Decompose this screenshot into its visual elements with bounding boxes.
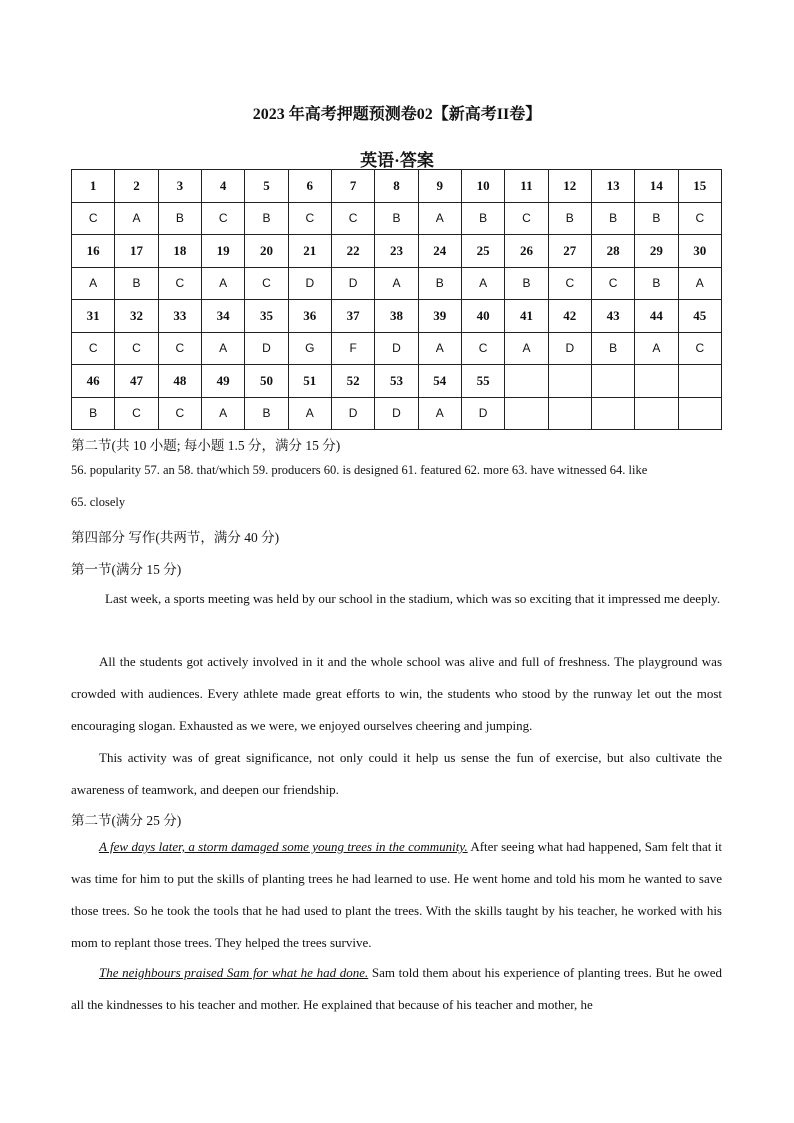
question-number-row xyxy=(72,300,722,333)
answer-cell: A xyxy=(418,397,461,430)
question-number-cell: 5 xyxy=(245,170,288,203)
answer-cell: A xyxy=(115,202,158,235)
answer-table xyxy=(71,169,722,430)
answer-cell: C xyxy=(288,202,331,235)
question-number-cell: 15 xyxy=(678,170,721,203)
answer-cell: C xyxy=(505,202,548,235)
question-number-cell xyxy=(678,365,721,398)
answer-cell: B xyxy=(461,202,504,235)
page-title: 2023 年高考押题预测卷02【新高考II卷】 xyxy=(252,106,542,123)
question-number-cell: 20 xyxy=(245,235,288,268)
question-number-cell: 42 xyxy=(548,300,591,333)
answer-cell: D xyxy=(375,397,418,430)
question-number-cell: 8 xyxy=(375,170,418,203)
question-number-cell: 29 xyxy=(635,235,678,268)
answer-cell: C xyxy=(158,332,201,365)
answer-cell: C xyxy=(72,332,115,365)
writing2-paragraph-2-lead: The neighbours praised Sam for what he had done. xyxy=(99,965,369,980)
question-number-cell xyxy=(635,365,678,398)
answer-cell: B xyxy=(375,202,418,235)
writing2-paragraph-2-body: Sam told them about his experience of planting trees. But he owed all the kindnesses to his teacher and mother. He explained that because of his teacher and mother, he xyxy=(71,965,722,1012)
question-number-cell: 40 xyxy=(461,300,504,333)
answer-cell: D xyxy=(331,397,374,430)
question-number-cell: 18 xyxy=(158,235,201,268)
question-number-cell: 16 xyxy=(72,235,115,268)
answer-cell: C xyxy=(245,267,288,300)
answer-cell: B xyxy=(158,202,201,235)
writing2-paragraph-1-body: After seeing what had happened, Sam felt that it was time for him to put the skills of planting trees he had learned to use. He went home and told his mom he wanted to save those trees. So he took the tools that he had used to plant the trees. With the skills taught by his teacher, he worked with his mom to replant those trees. They helped the trees survive. xyxy=(71,839,722,950)
question-number-row xyxy=(72,235,722,268)
question-number-cell: 7 xyxy=(331,170,374,203)
answer-cell: D xyxy=(331,267,374,300)
writing2-paragraph-2 xyxy=(71,957,722,1021)
question-number-cell: 23 xyxy=(375,235,418,268)
answer-cell: A xyxy=(418,202,461,235)
answer-cell: C xyxy=(331,202,374,235)
question-number-cell: 26 xyxy=(505,235,548,268)
question-number-cell: 35 xyxy=(245,300,288,333)
question-number-cell: 19 xyxy=(201,235,244,268)
question-number-cell: 21 xyxy=(288,235,331,268)
answer-cell: B xyxy=(418,267,461,300)
writing1-heading: 第一节(满分 15 分) xyxy=(71,562,182,577)
page-subtitle: 英语·答案 xyxy=(360,151,434,170)
question-number-cell: 45 xyxy=(678,300,721,333)
answer-cell: D xyxy=(548,332,591,365)
answer-cell: A xyxy=(201,267,244,300)
answer-cell: C xyxy=(548,267,591,300)
answer-cell: A xyxy=(72,267,115,300)
answer-cell: C xyxy=(678,332,721,365)
answer-cell: F xyxy=(331,332,374,365)
question-number-cell: 13 xyxy=(591,170,634,203)
question-number-cell xyxy=(505,365,548,398)
answer-cell: C xyxy=(158,397,201,430)
question-number-cell: 32 xyxy=(115,300,158,333)
answer-cell: A xyxy=(201,332,244,365)
answer-cell: C xyxy=(201,202,244,235)
writing2-paragraph-1-lead: A few days later, a storm damaged some young trees in the community. xyxy=(99,839,468,854)
question-number-cell xyxy=(548,365,591,398)
answer-cell: A xyxy=(288,397,331,430)
section2-answers-line2: 65. closely xyxy=(71,495,126,509)
question-number-cell: 33 xyxy=(158,300,201,333)
answer-cell: B xyxy=(591,202,634,235)
question-number-cell: 51 xyxy=(288,365,331,398)
question-number-cell: 30 xyxy=(678,235,721,268)
answer-cell xyxy=(678,397,721,430)
answer-cell: C xyxy=(115,332,158,365)
question-number-row xyxy=(72,170,722,203)
question-number-cell: 1 xyxy=(72,170,115,203)
answer-cell: C xyxy=(115,397,158,430)
writing2-paragraph-1 xyxy=(71,831,722,959)
question-number-cell: 4 xyxy=(201,170,244,203)
part4-heading: 第四部分 写作(共两节，满分 40 分) xyxy=(71,530,280,545)
answer-row xyxy=(72,202,722,235)
answer-cell: C xyxy=(678,202,721,235)
question-number-cell: 49 xyxy=(201,365,244,398)
answer-row xyxy=(72,397,722,430)
answer-cell: D xyxy=(461,397,504,430)
answer-cell: B xyxy=(635,202,678,235)
answer-cell: C xyxy=(461,332,504,365)
question-number-cell: 55 xyxy=(461,365,504,398)
answer-cell: B xyxy=(505,267,548,300)
section2-heading: 第二节(共 10 小题; 每小题 1.5 分，满分 15 分) xyxy=(71,438,341,453)
answer-cell xyxy=(548,397,591,430)
answer-cell: D xyxy=(245,332,288,365)
answer-cell: A xyxy=(461,267,504,300)
answer-cell: C xyxy=(591,267,634,300)
question-number-cell: 14 xyxy=(635,170,678,203)
answer-row xyxy=(72,267,722,300)
question-number-cell: 48 xyxy=(158,365,201,398)
writing2-heading: 第二节(满分 25 分) xyxy=(71,813,182,828)
question-number-cell: 28 xyxy=(591,235,634,268)
question-number-cell: 36 xyxy=(288,300,331,333)
question-number-cell: 25 xyxy=(461,235,504,268)
question-number-cell: 54 xyxy=(418,365,461,398)
question-number-cell: 12 xyxy=(548,170,591,203)
answer-cell: B xyxy=(548,202,591,235)
writing1-paragraph-2: All the students got actively involved in it and the whole school was alive and full of freshness. The playground was crowded with audiences. Every athlete made great efforts to win, the students who stood by the runway let out the most encouraging slogan. Exhausted as we were, we enjoyed ourselves cheering and jumping. xyxy=(71,654,722,733)
answer-cell: A xyxy=(201,397,244,430)
answer-cell: C xyxy=(72,202,115,235)
question-number-cell: 44 xyxy=(635,300,678,333)
answer-cell: A xyxy=(418,332,461,365)
answer-cell: B xyxy=(115,267,158,300)
question-number-cell: 41 xyxy=(505,300,548,333)
answer-cell: D xyxy=(288,267,331,300)
answer-cell xyxy=(505,397,548,430)
writing1-paragraph-1: Last week, a sports meeting was held by our school in the stadium, which was so exciting that it impressed me deeply. xyxy=(105,591,721,606)
question-number-cell: 9 xyxy=(418,170,461,203)
answer-row xyxy=(72,332,722,365)
question-number-cell: 11 xyxy=(505,170,548,203)
answer-cell: B xyxy=(635,267,678,300)
question-number-cell: 3 xyxy=(158,170,201,203)
question-number-cell xyxy=(591,365,634,398)
question-number-cell: 53 xyxy=(375,365,418,398)
answer-cell: A xyxy=(375,267,418,300)
answer-cell xyxy=(635,397,678,430)
writing1-paragraph-3: This activity was of great significance, not only could it help us sense the fun of exercise, but also cultivate the awareness of teamwork, and deepen our friendship. xyxy=(71,750,722,797)
question-number-cell: 50 xyxy=(245,365,288,398)
section2-answers-line1: 56. popularity 57. an 58. that/which 59. producers 60. is designed 61. featured 62. more 63. have witnessed 64. like xyxy=(71,463,648,477)
answer-cell: B xyxy=(591,332,634,365)
question-number-cell: 37 xyxy=(331,300,374,333)
question-number-cell: 22 xyxy=(331,235,374,268)
question-number-cell: 24 xyxy=(418,235,461,268)
question-number-cell: 43 xyxy=(591,300,634,333)
question-number-cell: 10 xyxy=(461,170,504,203)
answer-cell: C xyxy=(158,267,201,300)
question-number-cell: 2 xyxy=(115,170,158,203)
answer-cell: B xyxy=(245,397,288,430)
question-number-cell: 31 xyxy=(72,300,115,333)
answer-cell: A xyxy=(505,332,548,365)
question-number-cell: 52 xyxy=(331,365,374,398)
question-number-cell: 6 xyxy=(288,170,331,203)
question-number-cell: 46 xyxy=(72,365,115,398)
answer-cell: B xyxy=(245,202,288,235)
answer-cell: B xyxy=(72,397,115,430)
question-number-cell: 34 xyxy=(201,300,244,333)
question-number-row xyxy=(72,365,722,398)
answer-cell xyxy=(591,397,634,430)
question-number-cell: 38 xyxy=(375,300,418,333)
answer-cell: D xyxy=(375,332,418,365)
question-number-cell: 39 xyxy=(418,300,461,333)
answer-cell: A xyxy=(635,332,678,365)
question-number-cell: 27 xyxy=(548,235,591,268)
question-number-cell: 47 xyxy=(115,365,158,398)
question-number-cell: 17 xyxy=(115,235,158,268)
answer-cell: G xyxy=(288,332,331,365)
answer-cell: A xyxy=(678,267,721,300)
